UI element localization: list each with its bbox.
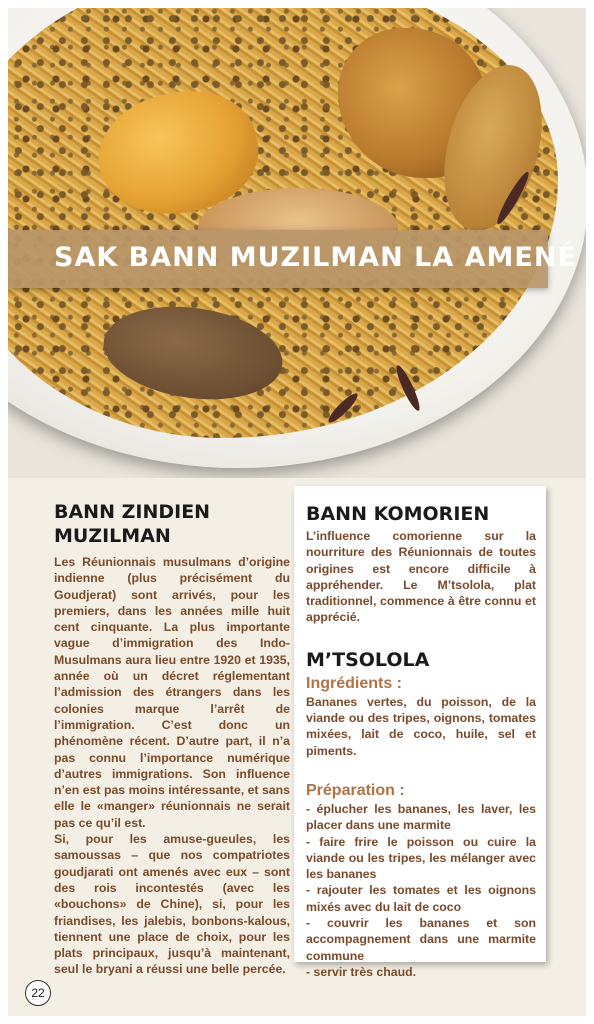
step: - servir très chaud. bbox=[306, 964, 417, 979]
ingredients-heading: Ingrédients : bbox=[306, 674, 403, 692]
card-intro: L’influence comorienne sur la nourriture des Réunionnais de toutes origines est encore difficile à appréhender. Le M’tsolola, plat traditionnel, commence à être connu et apprécié. bbox=[306, 529, 536, 625]
paragraph: Les Réunionnais musulmans d’origine indienne (plus précisément du Goudjerat) sont arrivés, pour les premiers, dans les années mille huit cent cinquante. La plus importante vague d’immigration des Indo-Musulmans aura lieu entre 1920 et 1935, année où un décret réglementant l’admission des étrangers dans les colonies marque l’arrêt de l’immigration. C’est donc un phénomène récent. D’autre part, il n’a pas connu l’importance numérique d’autres immigrations. Son influence n’en est pas moins intéressante, et sans elle le «manger» réunionnais ne serait pas ce qu’il est. bbox=[54, 555, 290, 830]
recipe-card bbox=[294, 486, 546, 979]
step: - éplucher les bananes, les laver, les placer dans une marmite bbox=[306, 801, 536, 833]
step: - faire frire le poisson ou cuire la viande ou les tripes, les mélanger avec les bananes bbox=[306, 834, 536, 882]
page bbox=[8, 8, 586, 1016]
recipe-title: M’TSOLOLA bbox=[306, 648, 430, 671]
left-column bbox=[54, 500, 290, 978]
step: - rajouter les tomates et les oignons mixés avec du lait de coco bbox=[306, 883, 536, 914]
section-title bbox=[54, 500, 290, 548]
step: - couvrir les bananes et son accompagnement dans une marmite commune bbox=[306, 916, 536, 963]
section-title-line1: BANN ZINDIEN bbox=[54, 501, 211, 523]
page-title: SAK BANN MUZILMAN LA AMENÉ bbox=[54, 242, 577, 273]
preparation-heading: Préparation : bbox=[306, 781, 405, 799]
paragraph: Si, pour les amuse-gueules, les samoussas – que nos compatriotes goudjarati ont amenés avec eux – sont des rois incontestés (avec les «bouchons» de Chine), si, pour les friandises, les jalebis, bonbons-kalous, tiennent une place de choix, pour les plats principaux, jusqu’à maintenant, seul le bryani a réussi une belle percée. bbox=[54, 832, 290, 977]
section-title-line2: MUZILMAN bbox=[54, 525, 171, 547]
title-banner bbox=[8, 230, 577, 288]
card-title: BANN KOMORIEN bbox=[306, 503, 490, 525]
ingredients-text: Bananes vertes, du poisson, de la viande ou des tripes, oignons, tomates mixées, lait de coco, huile, sel et piments. bbox=[306, 694, 536, 758]
page-number: 22 bbox=[25, 980, 51, 1006]
